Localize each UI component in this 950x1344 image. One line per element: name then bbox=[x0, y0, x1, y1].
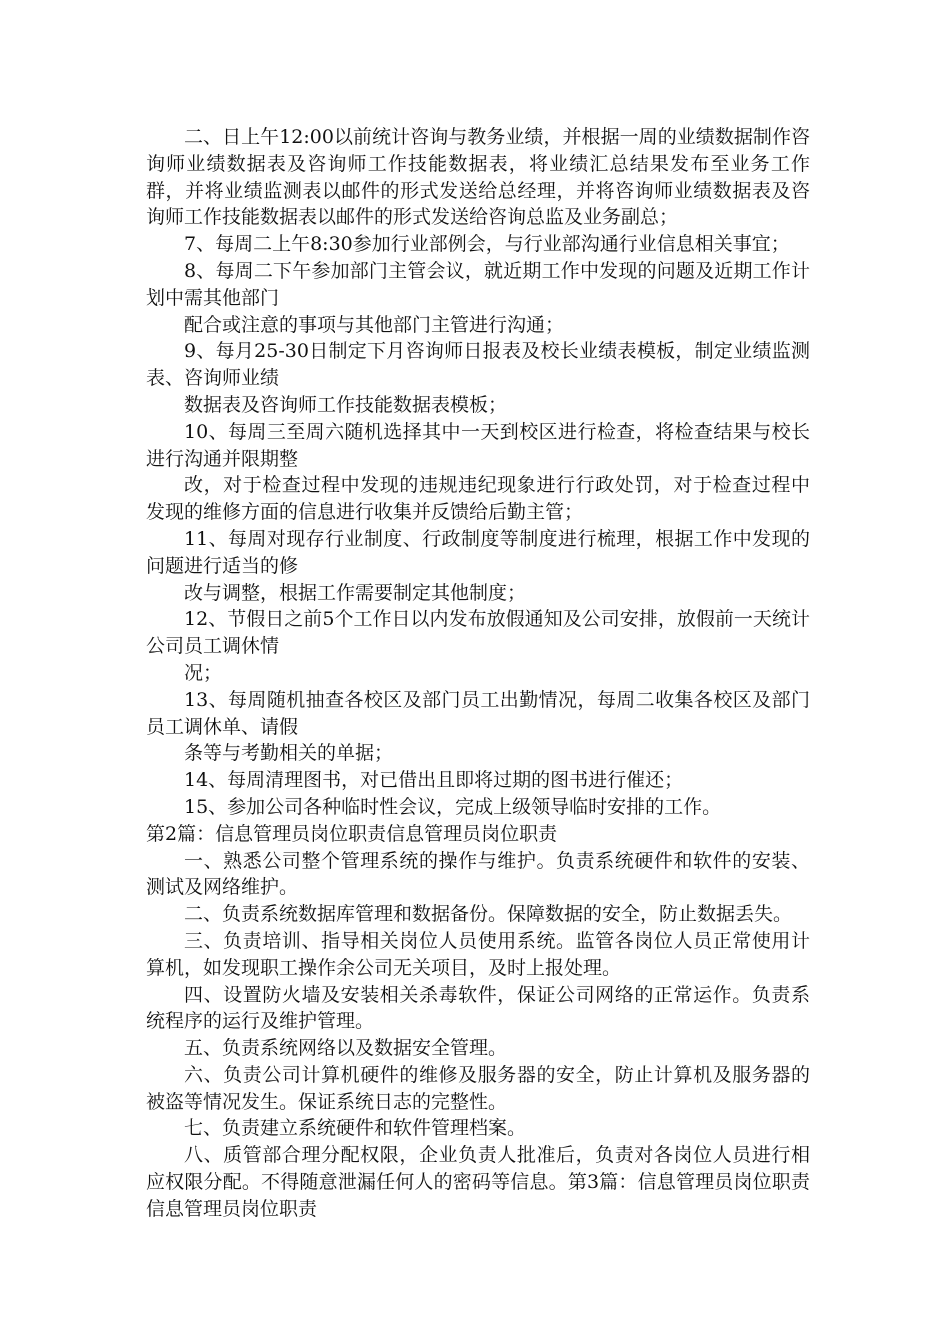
paragraph: 二、日上午12:00以前统计咨询与教务业绩，并根据一周的业绩数据制作咨询师业绩数据表及咨询师工作技能数据表，将业绩汇总结果发布至业务工作群，并将业绩监测表以邮件的形式发送给总经理，并将咨询师业绩数据表及咨询师工作技能数据表以邮件的形式发送给咨询总监及业务副总； bbox=[146, 126, 810, 229]
paragraph: 况； bbox=[184, 661, 223, 684]
paragraph: 七、负责建立系统硬件和软件管理档案。 bbox=[184, 1117, 527, 1140]
paragraph: 改，对于检查过程中发现的违规违纪现象进行行政处罚，对于检查过程中发现的维修方面的信息进行收集并反馈给后勤主管； bbox=[146, 474, 810, 524]
paragraph: 条等与考勤相关的单据； bbox=[184, 742, 394, 765]
paragraph: 11、每周对现存行业制度、行政制度等制度进行梳理，根据工作中发现的问题进行适当的修 bbox=[146, 527, 810, 577]
paragraph: 15、参加公司各种临时性会议，完成上级领导临时安排的工作。 bbox=[184, 795, 722, 818]
paragraph: 配合或注意的事项与其他部门主管进行沟通； bbox=[184, 313, 565, 336]
paragraph: 八、质管部合理分配权限，企业负责人批准后，负责对各岗位人员进行相应权限分配。不得随意泄漏任何人的密码等信息。第3篇：信息管理员岗位职责信息管理员岗位职责 bbox=[146, 1144, 810, 1220]
paragraph: 10、每周三至周六随机选择其中一天到校区进行检查，将检查结果与校长进行沟通并限期整 bbox=[146, 420, 810, 470]
document-body bbox=[146, 124, 810, 1223]
paragraph: 四、设置防火墙及安装相关杀毒软件，保证公司网络的正常运作。负责系统程序的运行及维护管理。 bbox=[146, 983, 810, 1033]
paragraph: 7、每周二上午8:30参加行业部例会，与行业部沟通行业信息相关事宜； bbox=[184, 233, 790, 256]
paragraph: 五、负责系统网络以及数据安全管理。 bbox=[184, 1037, 508, 1060]
paragraph: 14、每周清理图书，对已借出且即将过期的图书进行催还； bbox=[184, 769, 684, 792]
paragraph: 9、每月25-30日制定下月咨询师日报表及校长业绩表模板，制定业绩监测表、咨询师业绩 bbox=[146, 340, 810, 390]
paragraph: 数据表及咨询师工作技能数据表模板； bbox=[184, 393, 508, 416]
paragraph: 12、节假日之前5个工作日以内发布放假通知及公司安排，放假前一天统计公司员工调休情 bbox=[146, 608, 810, 658]
paragraph: 第2篇：信息管理员岗位职责信息管理员岗位职责 bbox=[146, 822, 558, 845]
paragraph: 三、负责培训、指导相关岗位人员使用系统。监管各岗位人员正常使用计算机，如发现职工操作余公司无关项目，及时上报处理。 bbox=[146, 929, 810, 979]
paragraph: 改与调整，根据工作需要制定其他制度； bbox=[184, 581, 527, 604]
paragraph: 六、负责公司计算机硬件的维修及服务器的安全，防止计算机及服务器的被盗等情况发生。保证系统日志的完整性。 bbox=[146, 1063, 810, 1113]
paragraph: 一、熟悉公司整个管理系统的操作与维护。负责系统硬件和软件的安装、测试及网络维护。 bbox=[146, 849, 810, 899]
paragraph: 二、负责系统数据库管理和数据备份。保障数据的安全，防止数据丢失。 bbox=[184, 903, 793, 926]
paragraph: 8、每周二下午参加部门主管会议，就近期工作中发现的问题及近期工作计划中需其他部门 bbox=[146, 259, 810, 309]
paragraph: 13、每周随机抽查各校区及部门员工出勤情况，每周二收集各校区及部门员工调休单、请假 bbox=[146, 688, 810, 738]
